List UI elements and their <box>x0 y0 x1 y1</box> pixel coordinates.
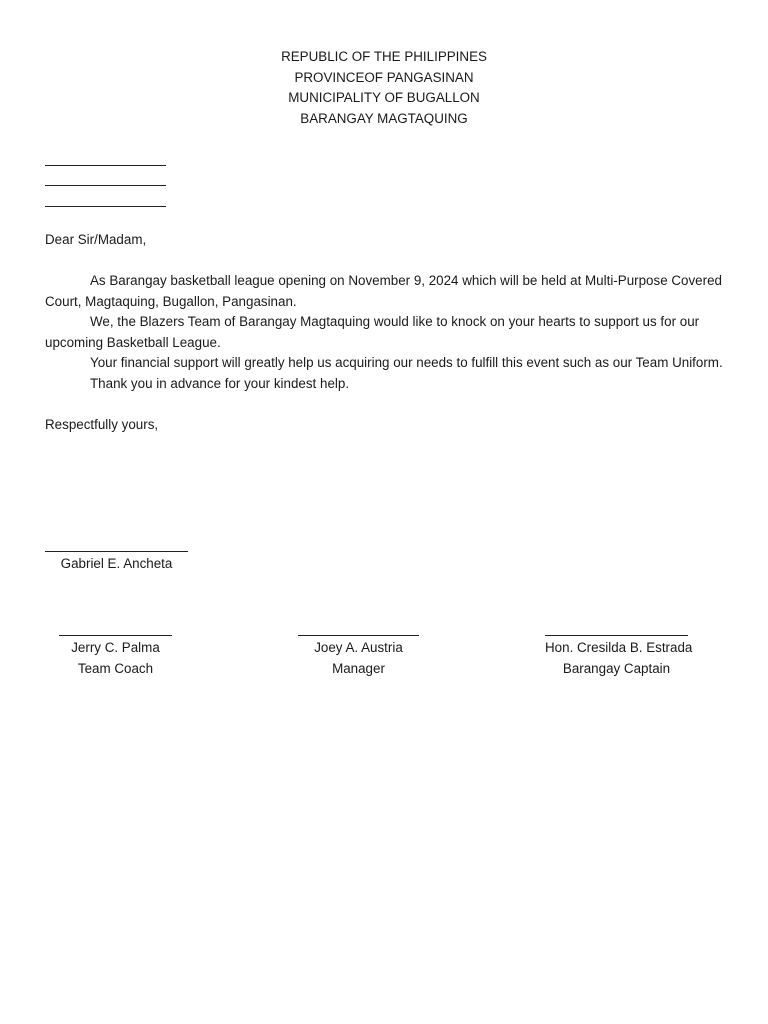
spacer <box>45 251 731 272</box>
header-country: REPUBLIC OF THE PHILIPPINES <box>281 49 487 64</box>
paragraph-1: As Barangay basketball league opening on November 9, 2024 which will be held at Multi-Purpose Covered Court, Magtaquing, Bugallon, Pangasinan. <box>45 273 722 309</box>
spacer <box>45 394 731 415</box>
salutation: Dear Sir/Madam, <box>45 232 147 247</box>
recipient-line-2 <box>45 171 166 192</box>
signatory-block <box>45 536 188 575</box>
signature-title: Manager <box>332 660 385 676</box>
signature-line <box>545 635 688 636</box>
signature-name: Jerry C. Palma <box>71 640 160 655</box>
paragraph-3: Your financial support will greatly help us acquiring our needs to fulfill this event such as our Team Uniform. <box>90 355 723 370</box>
paragraph-4: Thank you in advance for your kindest help. <box>90 375 350 391</box>
signature-line <box>298 635 419 636</box>
paragraph-2: We, the Blazers Team of Barangay Magtaquing would like to knock on your hearts to support us for our upcoming Basketball League. <box>45 314 700 350</box>
signature-title: Team Coach <box>77 660 154 676</box>
signature-line <box>45 551 188 552</box>
signature-block-coach <box>59 620 172 679</box>
signature-name: Joey A. Austria <box>314 640 403 655</box>
signature-title: Barangay Captain <box>562 660 671 676</box>
closing: Respectfully yours, <box>45 416 159 432</box>
recipient-blanks <box>45 150 166 212</box>
signature-block-manager <box>298 620 419 679</box>
recipient-line-3 <box>45 191 166 212</box>
letterhead <box>0 47 768 129</box>
recipient-line-1 <box>45 150 166 171</box>
header-municipality: MUNICIPALITY OF BUGALLON <box>288 90 480 105</box>
signature-name: Hon. Cresilda B. Estrada <box>545 640 693 655</box>
letter-body <box>45 230 731 435</box>
header-barangay: BARANGAY MAGTAQUING <box>300 110 468 126</box>
signature-block-captain <box>545 620 693 679</box>
signatory-name: Gabriel E. Ancheta <box>60 556 173 571</box>
header-province: PROVINCEOF PANGASINAN <box>294 69 474 85</box>
signature-line <box>59 635 172 636</box>
